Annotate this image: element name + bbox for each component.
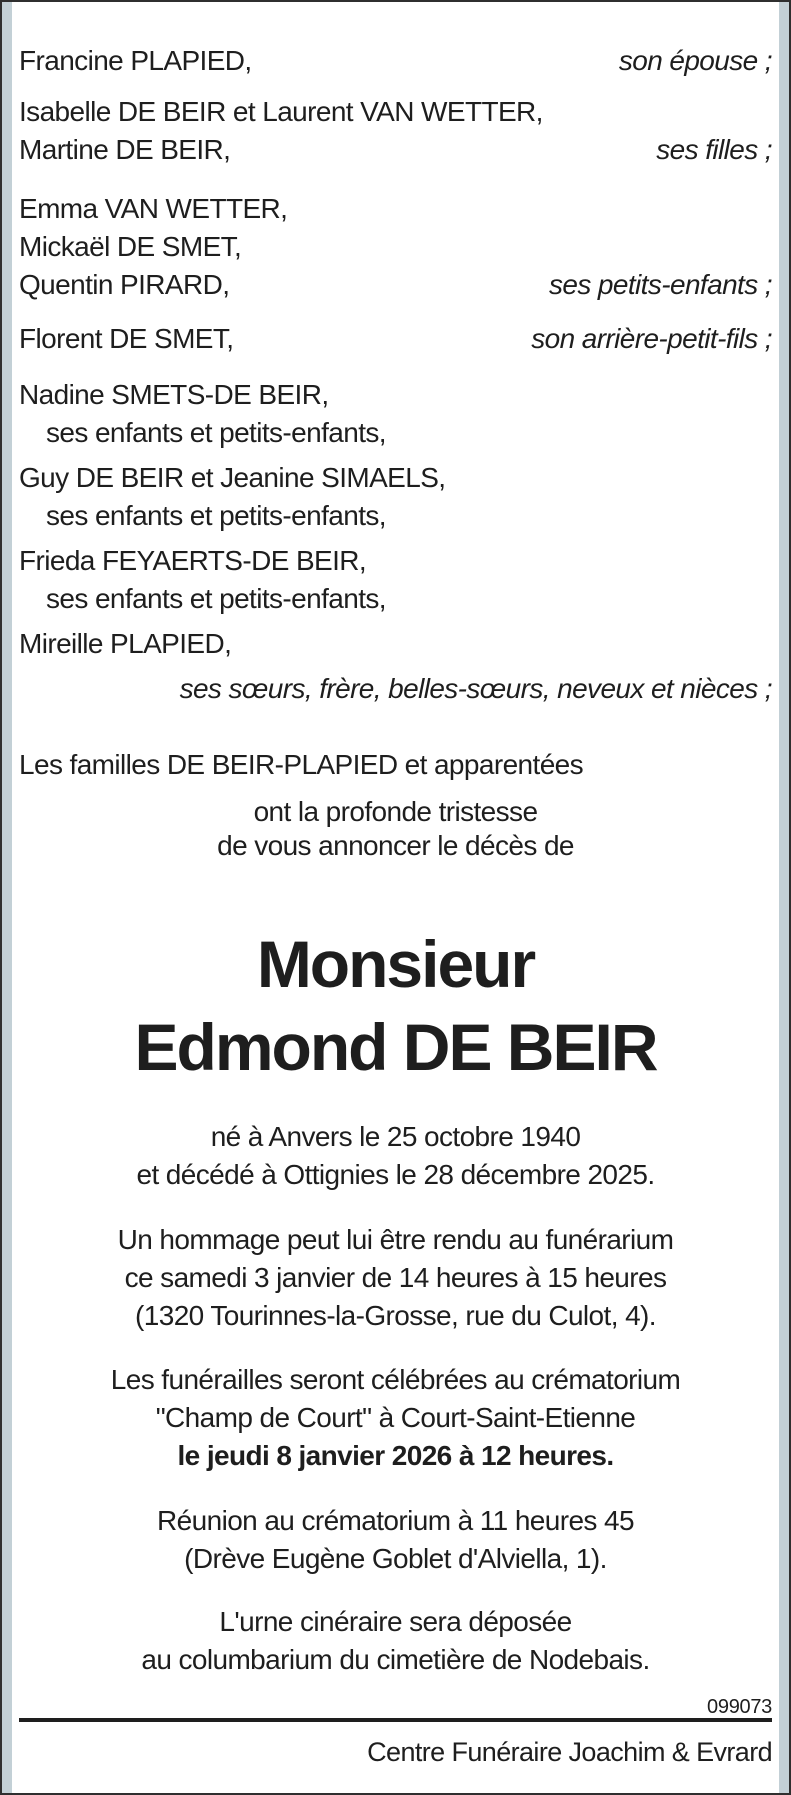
funeral-home-name: Centre Funéraire Joachim & Evrard bbox=[367, 1737, 772, 1767]
funeral-line-1: Les funérailles seront célébrées au crématorium bbox=[110, 1364, 681, 1395]
tribute-line-3: (1320 Tourinnes-la-Grosse, rue du Culot, 4). bbox=[135, 1300, 656, 1331]
family-name: Isabelle DE BEIR et Laurent VAN WETTER, bbox=[19, 96, 543, 127]
deceased-title: Monsieur bbox=[256, 927, 535, 1001]
sibling-name: Frieda FEYAERTS-DE BEIR, bbox=[19, 545, 367, 576]
family-role: ses petits-enfants ; bbox=[548, 269, 772, 300]
siblings-role: ses sœurs, frère, belles-sœurs, neveux et nièces ; bbox=[179, 673, 772, 704]
family-row-daughter-2 bbox=[19, 133, 772, 167]
footer-divider bbox=[19, 1718, 772, 1722]
family-name: Florent DE SMET, bbox=[19, 323, 234, 354]
families-line: Les familles DE BEIR-PLAPIED et apparentées bbox=[19, 749, 584, 780]
sibling-sub: ses enfants et petits-enfants, bbox=[46, 500, 386, 531]
obituary-content bbox=[19, 2, 772, 1793]
family-role: son épouse ; bbox=[618, 45, 772, 76]
sibling-sub: ses enfants et petits-enfants, bbox=[46, 583, 386, 614]
announcement-line-1: ont la profonde tristesse bbox=[253, 796, 538, 827]
family-name: Mickaël DE SMET, bbox=[19, 231, 242, 262]
sibling-sub: ses enfants et petits-enfants, bbox=[46, 417, 386, 448]
family-name: Quentin PIRARD, bbox=[19, 269, 230, 300]
sibling-name: Nadine SMETS-DE BEIR, bbox=[19, 379, 329, 410]
family-name: Martine DE BEIR, bbox=[19, 134, 231, 165]
family-name: Francine PLAPIED, bbox=[19, 45, 252, 76]
obituary-paper bbox=[12, 2, 779, 1793]
family-row-daughter-1 bbox=[19, 95, 772, 129]
family-role: ses filles ; bbox=[656, 134, 772, 165]
sibling-name: Guy DE BEIR et Jeanine SIMAELS, bbox=[19, 462, 446, 493]
tribute-line-1: Un hommage peut lui être rendu au funérarium bbox=[117, 1224, 674, 1255]
meeting-line-1: Réunion au crématorium à 11 heures 45 bbox=[157, 1505, 634, 1536]
meeting-line-2: (Drève Eugène Goblet d'Alviella, 1). bbox=[184, 1543, 607, 1574]
family-row-great-grandchild bbox=[19, 322, 772, 356]
funeral-date: le jeudi 8 janvier 2026 à 12 heures. bbox=[177, 1440, 614, 1471]
funeral-line-2: "Champ de Court" à Court-Saint-Etienne bbox=[155, 1402, 636, 1433]
sibling-name: Mireille PLAPIED, bbox=[19, 628, 232, 659]
reference-number: 099073 bbox=[707, 1696, 772, 1718]
family-row-grandchild-2 bbox=[19, 230, 772, 264]
tribute-line-2: ce samedi 3 janvier de 14 heures à 15 heures bbox=[124, 1262, 667, 1293]
family-name: Emma VAN WETTER, bbox=[19, 193, 288, 224]
deceased-name: Edmond DE BEIR bbox=[134, 1010, 657, 1084]
urn-line-1: L'urne cinéraire sera déposée bbox=[219, 1606, 572, 1637]
family-row-spouse bbox=[19, 44, 772, 78]
family-row-grandchild-3 bbox=[19, 268, 772, 302]
death-line: et décédé à Ottignies le 28 décembre 2025. bbox=[136, 1159, 655, 1190]
urn-line-2: au columbarium du cimetière de Nodebais. bbox=[141, 1644, 650, 1675]
announcement-line-2: de vous annoncer le décès de bbox=[217, 830, 574, 861]
family-role: son arrière-petit-fils ; bbox=[531, 323, 772, 354]
family-row-grandchild-1 bbox=[19, 192, 772, 226]
birth-line: né à Anvers le 25 octobre 1940 bbox=[210, 1121, 581, 1152]
